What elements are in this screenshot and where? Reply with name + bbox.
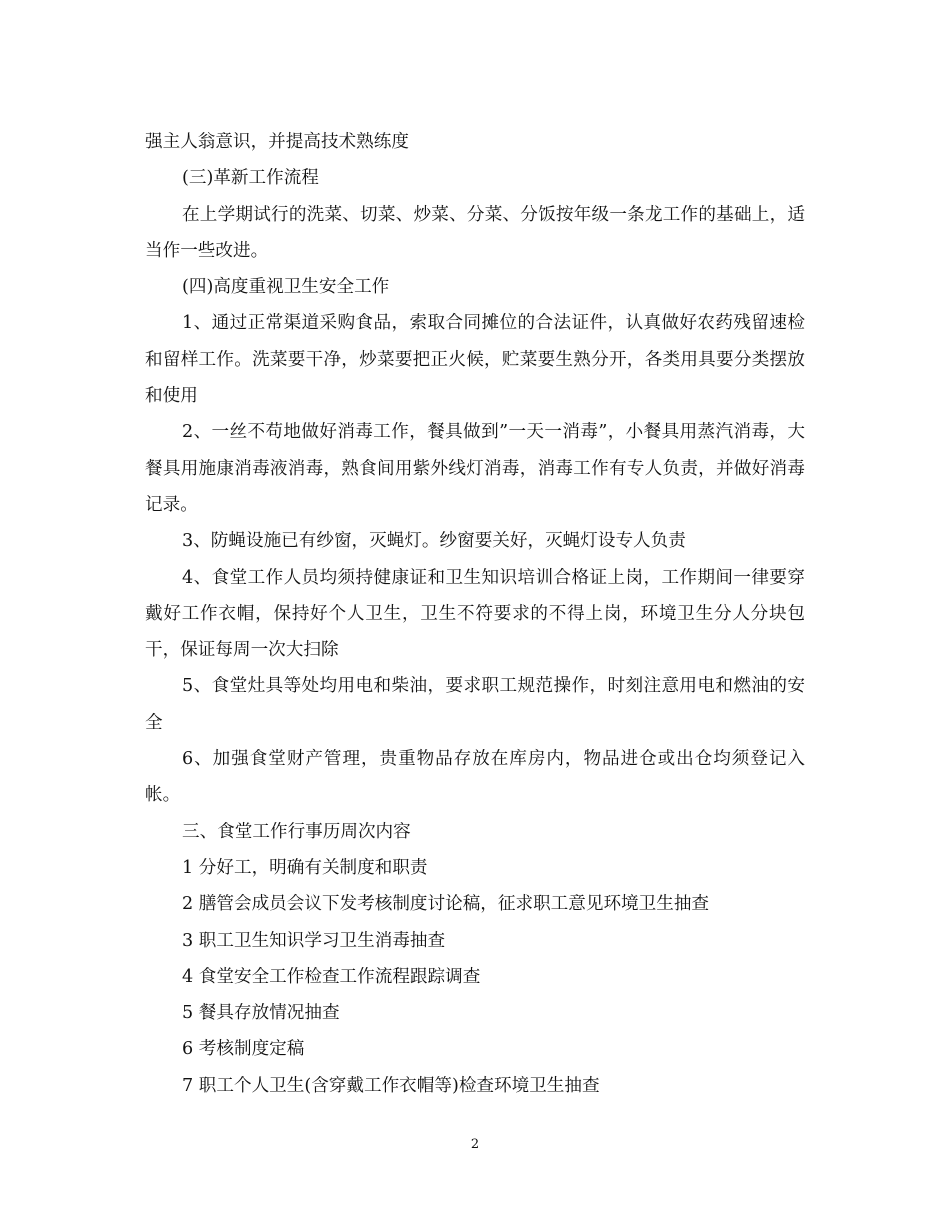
schedule-item-4: 4 食堂安全工作检查工作流程跟踪调查 — [182, 966, 481, 987]
paragraph-workflow: 在上学期试行的洗菜、切菜、炒菜、分菜、分饭按年级一条龙工作的基础上，适当作一些改进。 — [145, 204, 805, 261]
section-heading-schedule: 三、食堂工作行事历周次内容 — [182, 821, 411, 842]
list-item-6: 6、加强食堂财产管理，贵重物品存放在库房内，物品进仓或出仓均须登记入帐。 — [145, 749, 805, 806]
document-body — [145, 124, 805, 1104]
page-number: 2 — [470, 1137, 480, 1152]
section-heading-workflow: (三)革新工作流程 — [182, 168, 319, 189]
list-item-2: 2、一丝不苟地做好消毒工作，餐具做到”一天一消毒”，小餐具用蒸汽消毒，大餐具用施康消毒液消毒，熟食间用紫外线灯消毒，消毒工作有专人负责，并做好消毒记录。 — [145, 422, 805, 515]
list-item-3: 3、防蝇设施已有纱窗，灭蝇灯。纱窗要关好，灭蝇灯设专人负责 — [182, 531, 686, 552]
list-item-5: 5、食堂灶具等处均用电和柴油，要求职工规范操作，时刻注意用电和燃油的安全 — [145, 676, 805, 733]
schedule-item-2: 2 膳管会成员会议下发考核制度讨论稿，征求职工意见环境卫生抽查 — [182, 894, 710, 915]
paragraph-1: 强主人翁意识，并提高技术熟练度 — [145, 132, 409, 152]
schedule-item-1: 1 分好工，明确有关制度和职责 — [182, 857, 428, 878]
schedule-item-3: 3 职工卫生知识学习卫生消毒抽查 — [182, 930, 446, 951]
list-item-4: 4、食堂工作人员均须持健康证和卫生知识培训合格证上岗，工作期间一律要穿戴好工作衣帽，保持好个人卫生，卫生不符要求的不得上岗，环境卫生分人分块包干，保证每周一次大扫除 — [145, 567, 805, 661]
schedule-item-7: 7 职工个人卫生(含穿戴工作衣帽等)检查环境卫生抽查 — [182, 1075, 600, 1096]
schedule-item-6: 6 考核制度定稿 — [182, 1039, 305, 1060]
schedule-item-5: 5 餐具存放情况抽查 — [182, 1003, 340, 1024]
list-item-1: 1、通过正常渠道采购食品，索取合同摊位的合法证件，认真做好农药残留速检和留样工作。洗菜要干净，炒菜要把正火候，贮菜要生熟分开，各类用具要分类摆放和使用 — [145, 313, 805, 407]
section-heading-hygiene-safety: (四)高度重视卫生安全工作 — [182, 277, 390, 298]
